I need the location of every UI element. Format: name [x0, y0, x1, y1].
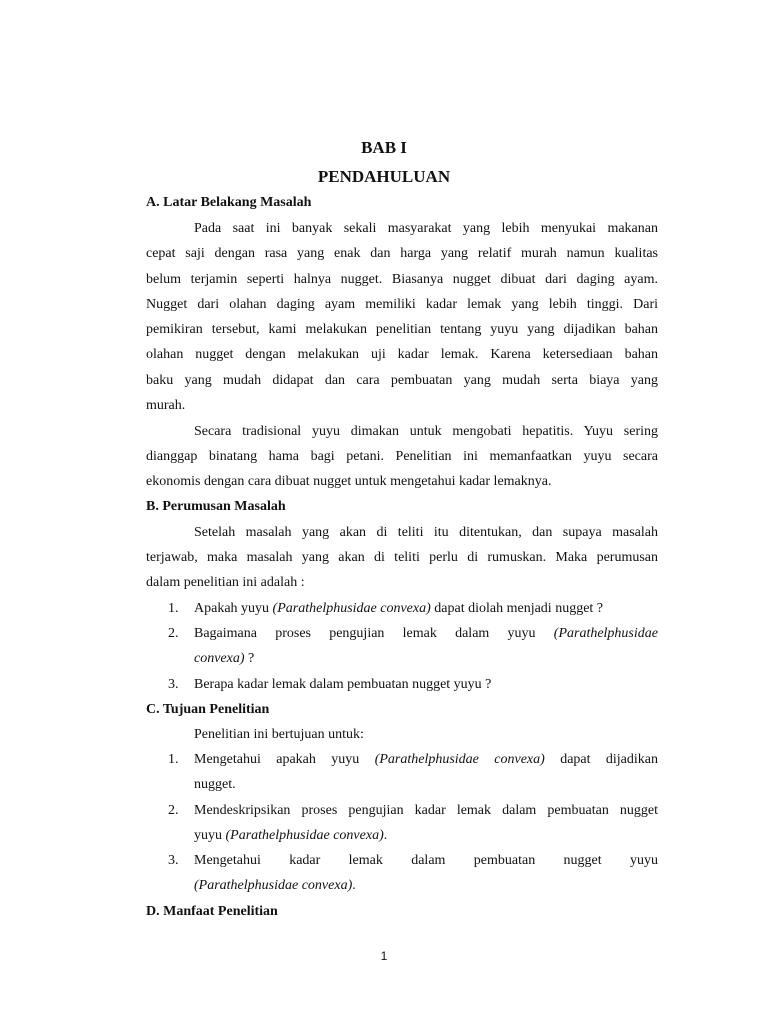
list-item-continuation: yuyu (Parathelphusidae convexa).	[194, 828, 388, 843]
list-item: Mendeskripsikan proses pengujian kadar lemak dalam pembuatan nugget	[194, 803, 658, 818]
section-c-heading: C. Tujuan Penelitian	[146, 702, 270, 717]
chapter-title: PENDAHULUAN	[317, 167, 451, 186]
paragraph-line: ekonomis dengan cara dibuat nugget untuk mengetahui kadar lemaknya.	[146, 474, 552, 489]
page-number: 1	[380, 949, 388, 963]
list-item: Mengetahui apakah yuyu (Parathelphusidae convexa) dapat dijadikan	[194, 752, 659, 767]
list-item-continuation: nugget.	[194, 777, 236, 792]
list-number: 3.	[168, 853, 179, 868]
paragraph-line: Setelah masalah yang akan di teliti itu ditentukan, dan supaya masalah	[194, 525, 658, 540]
paragraph-line: Nugget dari olahan daging ayam memiliki kadar lemak yang lebih tinggi. Dari	[146, 297, 658, 312]
paragraph-line: cepat saji dengan rasa yang enak dan harga yang relatif murah namun kualitas	[146, 246, 658, 261]
list-item-continuation: (Parathelphusidae convexa).	[194, 878, 356, 893]
list-item: Berapa kadar lemak dalam pembuatan nugget yuyu ?	[194, 677, 492, 692]
list-item: Mengetahui kadar lemak dalam pembuatan nugget yuyu	[194, 853, 658, 868]
list-number: 3.	[168, 677, 179, 692]
section-b-heading: B. Perumusan Masalah	[146, 499, 286, 514]
list-item: Apakah yuyu (Parathelphusidae convexa) dapat diolah menjadi nugget ?	[194, 601, 604, 616]
scientific-name: (Parathelphusidae convexa)	[194, 878, 353, 893]
paragraph-line: belum terjamin seperti halnya nugget. Biasanya nugget dibuat dari daging ayam.	[146, 272, 658, 287]
scientific-name: (Parathelphusidae convexa)	[374, 752, 545, 767]
paragraph-line: Pada saat ini banyak sekali masyarakat yang lebih menyukai makanan	[194, 221, 658, 236]
scientific-name: (Parathelphusidae	[553, 626, 658, 641]
list-number: 2.	[168, 803, 179, 818]
paragraph-line: olahan nugget dengan melakukan uji kadar lemak. Karena ketersediaan bahan	[146, 347, 658, 362]
paragraph-line: Secara tradisional yuyu dimakan untuk mengobati hepatitis. Yuyu sering	[194, 424, 658, 439]
paragraph-line: pemikiran tersebut, kami melakukan penelitian tentang yuyu yang dijadikan bahan	[146, 322, 658, 337]
scientific-name: (Parathelphusidae convexa)	[225, 828, 384, 843]
list-number: 1.	[168, 601, 179, 616]
section-d-heading: D. Manfaat Penelitian	[146, 904, 278, 919]
paragraph-line: terjawab, maka masalah yang akan di teliti perlu di rumuskan. Maka perumusan	[146, 550, 658, 565]
list-item-continuation: convexa) ?	[194, 651, 255, 666]
paragraph-line: dalam penelitian ini adalah :	[146, 575, 305, 590]
scientific-name: (Parathelphusidae convexa)	[272, 601, 431, 616]
paragraph-line: Penelitian ini bertujuan untuk:	[194, 727, 364, 742]
scientific-name: convexa)	[194, 651, 245, 666]
paragraph-line: baku yang mudah didapat dan cara pembuatan yang mudah serta biaya yang	[146, 373, 658, 388]
list-number: 2.	[168, 626, 179, 641]
chapter-number: BAB I	[361, 138, 407, 157]
list-number: 1.	[168, 752, 179, 767]
paragraph-line: dianggap binatang hama bagi petani. Penelitian ini memanfaatkan yuyu secara	[146, 449, 658, 464]
paragraph-line: murah.	[146, 398, 186, 413]
section-a-heading: A. Latar Belakang Masalah	[146, 195, 312, 210]
list-item: Bagaimana proses pengujian lemak dalam yuyu (Parathelphusidae	[194, 626, 658, 641]
